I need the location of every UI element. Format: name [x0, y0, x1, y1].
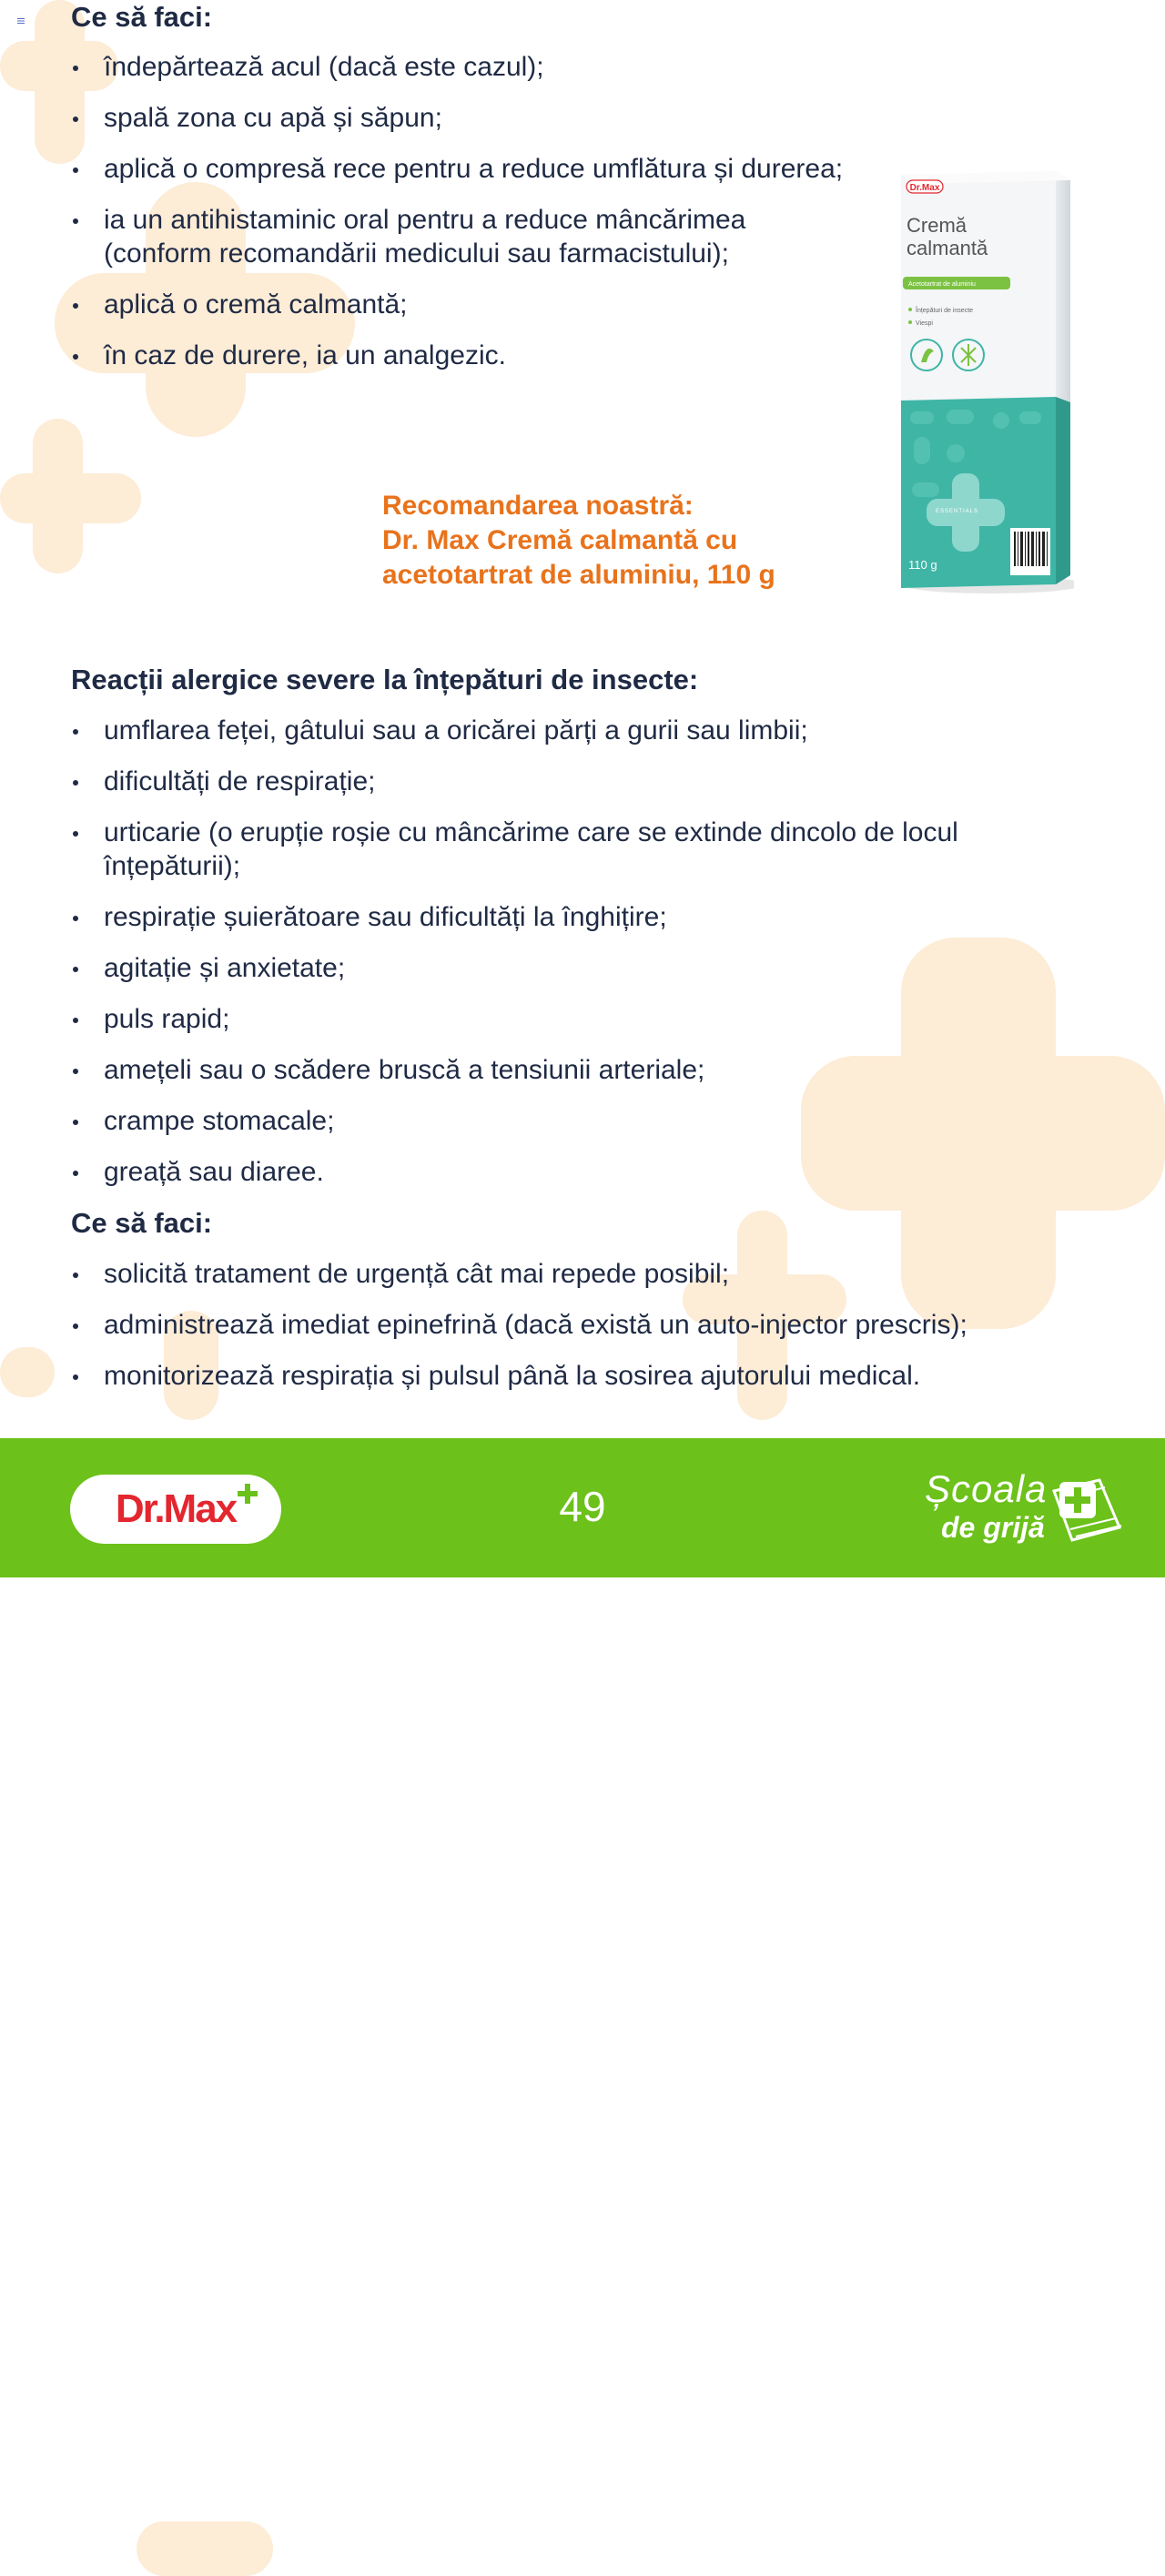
product-subtitle: Acetotartrat de aluminiu — [908, 281, 976, 288]
list-item: monitorizează respirația și pulsul până la sosirea ajutorului medical. — [71, 1359, 1145, 1393]
list-item: puls rapid; — [71, 1002, 1099, 1036]
section3-list — [71, 1257, 1145, 1410]
section3-heading: Ce să faci: — [71, 1207, 213, 1239]
product-name: Cremă — [907, 214, 967, 237]
page-number: 49 — [559, 1483, 606, 1530]
list-item: ia un antihistaminic oral pentru a reduce mâncărimea (conform recomandării medicului sau farmacistului); — [71, 203, 854, 270]
list-item: umflarea feței, gâtului sau a oricărei părți a gurii sau limbii; — [71, 714, 1099, 747]
product-box-image — [892, 164, 1074, 601]
school-logo-line1: Școala — [925, 1467, 1048, 1510]
list-item: spală zona cu apă și săpun; — [71, 101, 854, 135]
section2-heading: Reacții alergice severe la înțepături de insecte: — [71, 664, 699, 695]
product-brand: Dr.Max — [909, 183, 940, 193]
list-item: administrează imediat epinefrină (dacă există un auto-injector prescris); — [71, 1308, 1145, 1342]
product-name: calmantă — [907, 237, 988, 259]
list-item: respirație șuierătoare sau dificultăți la înghițire; — [71, 900, 1099, 934]
list-item: greață sau diaree. — [71, 1155, 1099, 1189]
product-series: ESSENTIALS — [936, 509, 979, 514]
background-cross-left — [0, 410, 146, 592]
recommendation-product-line: acetotartrat de aluminiu, 110 g — [382, 560, 775, 590]
school-logo-line2: de grijă — [941, 1511, 1045, 1544]
recommendation-title: Recomandarea noastră: — [382, 491, 694, 521]
list-item: dificultăți de respirație; — [71, 765, 1099, 798]
product-bullet: Înțepături de insecte — [916, 308, 974, 314]
list-item: agitație și anxietate; — [71, 951, 1099, 985]
drmax-logo — [70, 1475, 281, 1544]
list-item: urticarie (o erupție roșie cu mâncărime care se extinde dincolo de locul înțepăturii); — [71, 816, 1099, 883]
product-bullet: Viespi — [916, 320, 933, 327]
book-plus-icon — [1045, 1473, 1127, 1546]
list-item: aplică o compresă rece pentru a reduce umflătura și durerea; — [71, 152, 854, 186]
footer-bar — [0, 1438, 1165, 1577]
list-item: solicită tratament de urgență cât mai repede posibil; — [71, 1257, 1145, 1291]
list-item: îndepărtează acul (dacă este cazul); — [71, 50, 854, 84]
section1-heading: Ce să faci: — [71, 1, 213, 33]
recommendation-block — [382, 489, 856, 593]
section1-list — [71, 50, 854, 390]
section2-list — [71, 714, 1099, 1206]
product-weight: 110 g — [908, 558, 937, 572]
scoala-de-grija-logo — [919, 1465, 1138, 1557]
recommendation-product-line: Dr. Max Cremă calmantă cu — [382, 525, 738, 555]
plus-icon — [238, 1484, 258, 1504]
logo-text: Dr.Max — [115, 1486, 237, 1531]
list-item: crampe stomacale; — [71, 1104, 1099, 1138]
list-item: în caz de durere, ia un analgezic. — [71, 339, 854, 372]
menu-icon — [17, 18, 25, 24]
list-item: amețeli sau o scădere bruscă a tensiunii arteriale; — [71, 1053, 1099, 1087]
list-item: aplică o cremă calmantă; — [71, 288, 854, 321]
